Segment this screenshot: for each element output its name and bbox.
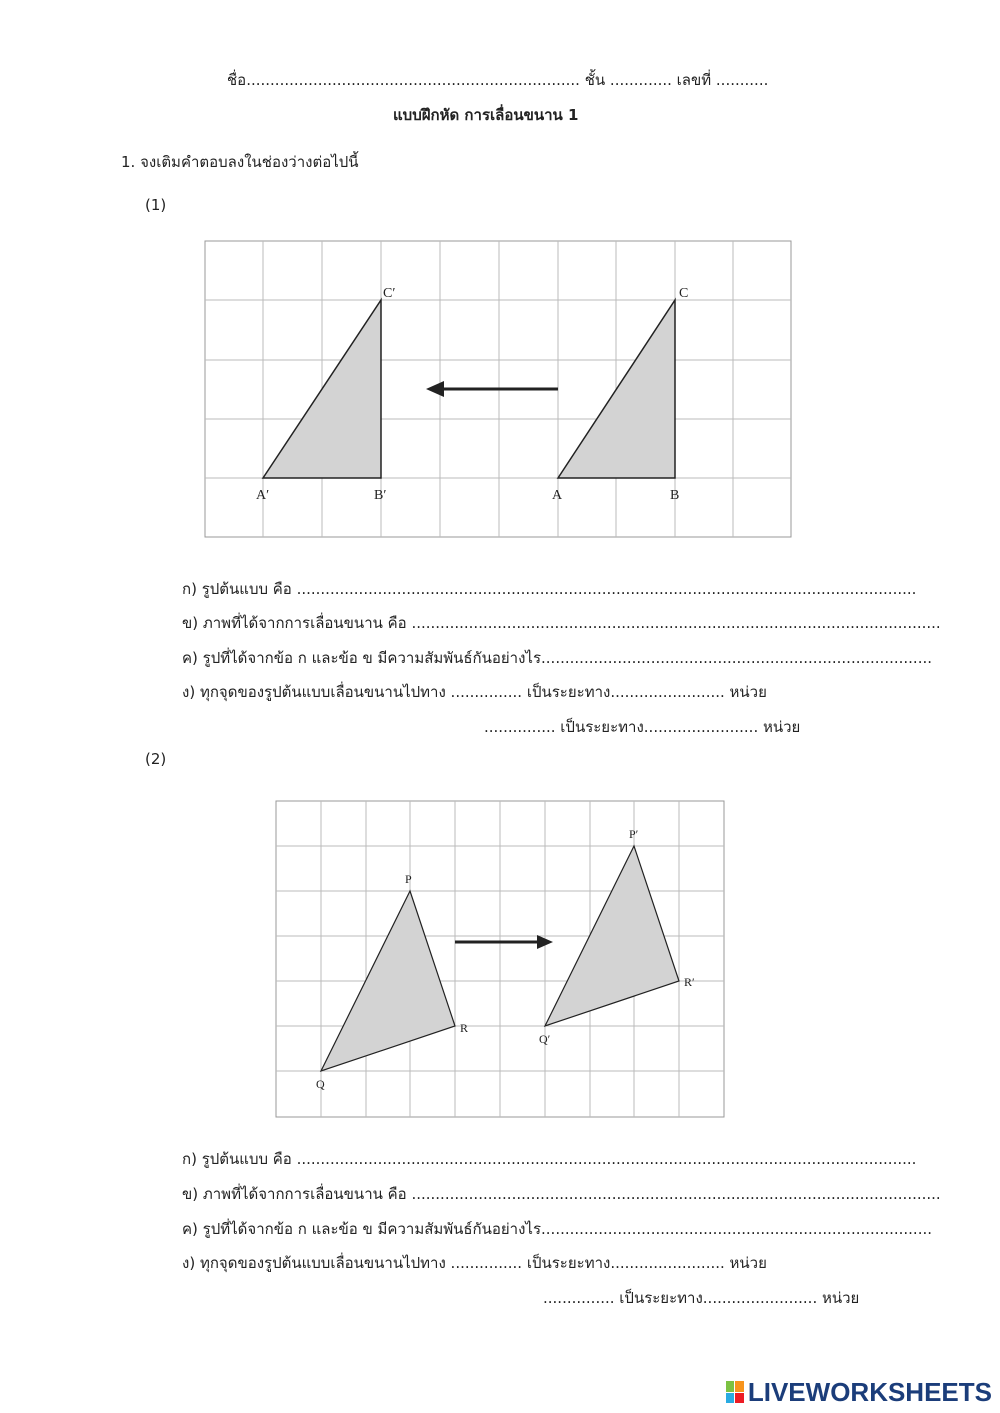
part-1-line-d2: ............... เป็นระยะทาง........................ หน่วย <box>484 718 801 736</box>
figure-1-grid <box>0 0 1000 560</box>
part-2-line-a: ก) รูปต้นแบบ คือ .................................................................................................................................. <box>182 1150 917 1168</box>
translation-arrow-right <box>455 935 553 949</box>
label-r: R <box>460 1021 469 1035</box>
label-c: C <box>679 286 689 301</box>
label-q: Q <box>316 1077 325 1091</box>
part-1-line-d1: ง) ทุกจุดของรูปต้นแบบเลื่อนขนานไปทาง ............... เป็นระยะทาง........................ หน่วย <box>182 683 767 701</box>
part-1-line-c: ค) รูปที่ได้จากข้อ ก และข้อ ข มีความสัมพันธ์กันอย่างไร.................................................................................. <box>182 649 933 667</box>
figure-2-grid <box>0 760 1000 1130</box>
label-q-prime: Q′ <box>539 1032 551 1046</box>
label-a-prime: A′ <box>256 488 270 503</box>
label-p-prime: P′ <box>629 827 639 841</box>
label-b-prime: B′ <box>374 488 387 503</box>
part-2-line-d1: ง) ทุกจุดของรูปต้นแบบเลื่อนขนานไปทาง ............... เป็นระยะทาง........................ หน่วย <box>182 1254 767 1272</box>
liveworksheets-logo-icon <box>726 1381 744 1403</box>
label-a: A <box>552 488 563 503</box>
part-1-label: (1) <box>145 196 167 214</box>
part-1-line-b: ข) ภาพที่ได้จากการเลื่อนขนาน คือ ............................................................................................................... <box>182 614 941 632</box>
part-2-line-d2: ............... เป็นระยะทาง........................ หน่วย <box>543 1289 860 1307</box>
liveworksheets-brand-text: LIVEWORKSHEETS <box>747 1376 992 1407</box>
question-1-instruction: 1. จงเติมคำตอบลงในช่องว่างต่อไปนี้ <box>121 153 359 171</box>
translation-arrow-left <box>426 381 558 397</box>
label-p: P <box>405 872 412 886</box>
part-1-line-a: ก) รูปต้นแบบ คือ .................................................................................................................................. <box>182 580 917 598</box>
worksheet-title: แบบฝึกหัด การเลื่อนขนาน 1 <box>393 106 579 124</box>
part-2-label: (2) <box>145 750 167 768</box>
label-b: B <box>670 488 680 503</box>
liveworksheets-logo <box>726 1377 992 1407</box>
label-c-prime: C′ <box>383 286 396 301</box>
name-class-number-line: ชื่อ...................................................................... ชั้น ............. เลขที่ ........... <box>227 71 769 89</box>
part-2-line-c: ค) รูปที่ได้จากข้อ ก และข้อ ข มีความสัมพันธ์กันอย่างไร.................................................................................. <box>182 1220 933 1238</box>
label-r-prime: R′ <box>684 975 695 989</box>
part-2-line-b: ข) ภาพที่ได้จากการเลื่อนขนาน คือ ............................................................................................................... <box>182 1185 941 1203</box>
